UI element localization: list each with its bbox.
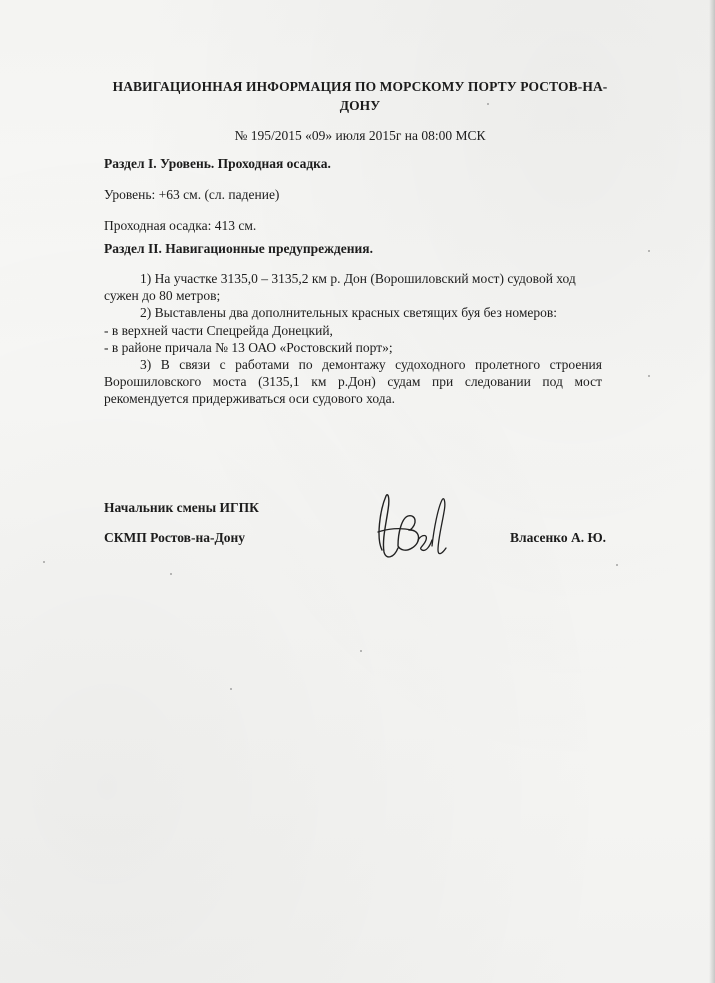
signatory-position-line1: Начальник смены ИГПК <box>104 500 259 515</box>
scan-speck <box>360 650 362 652</box>
scan-speck <box>616 564 618 566</box>
warning-item-3: 3) В связи с работами по демонтажу судоходного пролетного строения Ворошиловского моста (3135,1 км р.Дон) судам при следовании под мост рекомендуется придерживаться оси судового хода. <box>104 357 602 406</box>
document-number-date: № 195/2015 «09» июля 2015г на 08:00 МСК <box>234 128 486 143</box>
passage-draft: Проходная осадка: 413 см. <box>104 218 257 233</box>
signatory-name: Власенко А. Ю. <box>510 530 607 545</box>
section2-heading: Раздел II. Навигационные предупреждения. <box>104 241 373 256</box>
warning-item-2-sub1: - в верхней части Спецрейда Донецкий, <box>104 323 333 338</box>
document-title-line1: НАВИГАЦИОННАЯ ИНФОРМАЦИЯ ПО МОРСКОМУ ПОРТУ РОСТОВ-НА- <box>112 79 608 94</box>
scan-speck <box>43 561 45 563</box>
scan-speck <box>648 375 650 377</box>
section1-heading: Раздел I. Уровень. Проходная осадка. <box>104 156 331 171</box>
scan-speck <box>170 573 172 575</box>
scan-speck <box>487 103 489 105</box>
warning-item-2-sub2: - в районе причала № 13 ОАО «Ростовский порт»; <box>104 340 393 355</box>
warning-item-2: 2) Выставлены два дополнительных красных светящих буя без номеров: <box>140 305 558 320</box>
warning-item-1: 1) На участке 3135,0 – 3135,2 км р. Дон (Ворошиловский мост) судовой ход сужен до 80 метров; <box>104 271 576 303</box>
signatory-position-line2: СКМП Ростов-на-Дону <box>104 530 246 545</box>
handwritten-signature <box>368 488 452 568</box>
water-level: Уровень: +63 см. (сл. падение) <box>104 187 280 202</box>
scan-speck <box>648 250 650 252</box>
scan-speck <box>230 688 232 690</box>
scan-edge-shadow <box>709 0 715 983</box>
document-title-line2: ДОНУ <box>339 98 381 113</box>
